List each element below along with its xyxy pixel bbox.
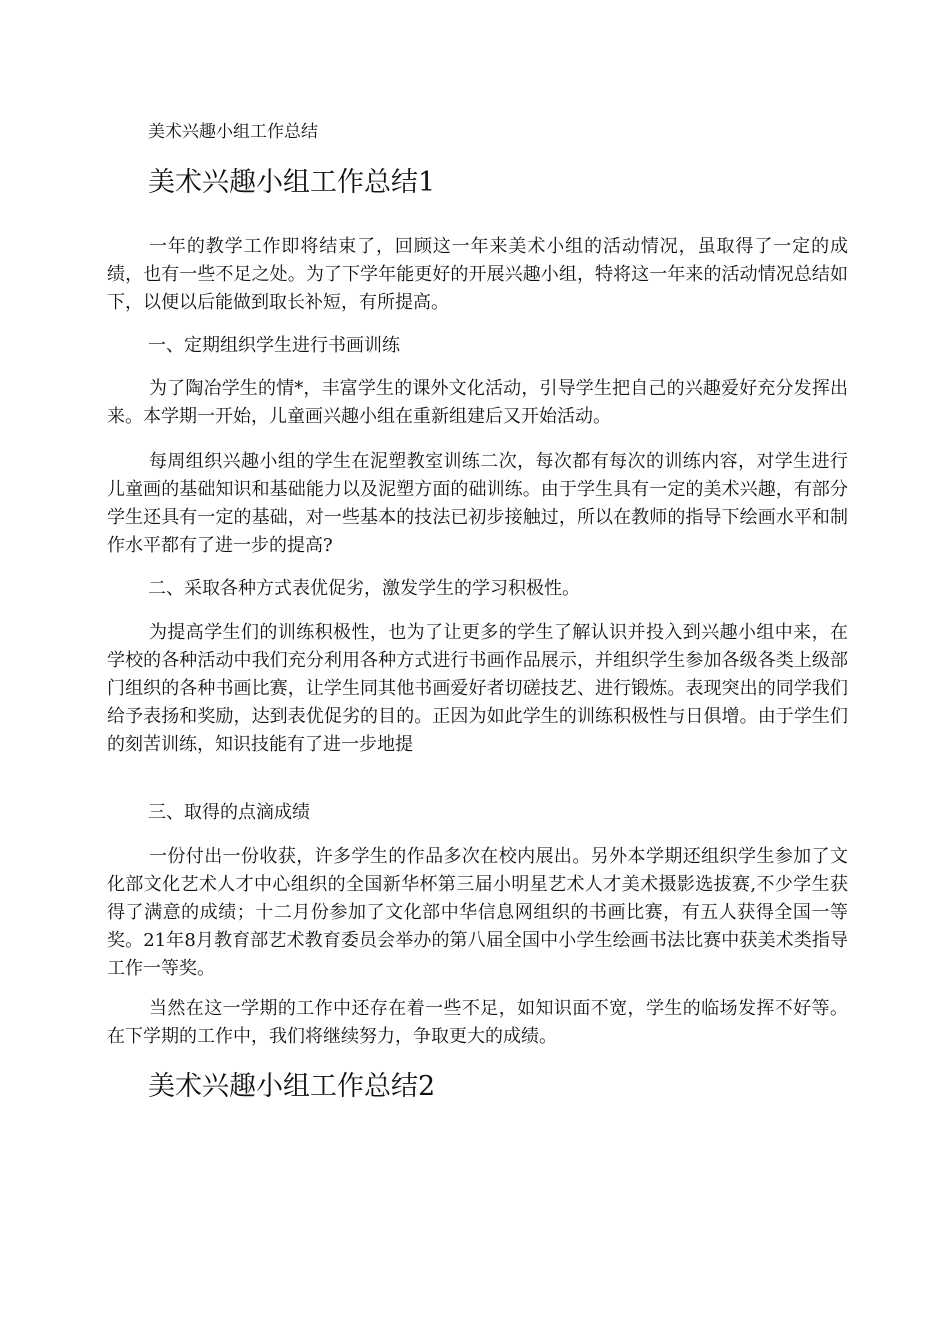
paragraph-intro: 一年的教学工作即将结束了，回顾这一年来美术小组的活动情况，虽取得了一定的成绩，也有一些不足之处。为了下学年能更好的开展兴趣小组，特将这一年来的活动情况总结如下，以便以后能做到取长补短，有所提高。 xyxy=(107,236,848,313)
heading-achievements: 三、取得的点滴成绩 xyxy=(148,802,310,823)
paragraph-training-purpose: 为了陶冶学生的情*，丰富学生的课外文化活动，引导学生把自己的兴趣爱好充分发挥出来。本学期一开始，儿童画兴趣小组在重新组建后又开始活动。 xyxy=(107,378,848,427)
paragraph-shortcomings: 当然在这一学期的工作中还存在着一些不足，如知识面不宽，学生的临场发挥不好等。在下学期的工作中，我们将继续努力，争取更大的成绩。 xyxy=(107,998,848,1047)
section-title-1: 美术兴趣小组工作总结1 xyxy=(148,167,436,198)
heading-training: 一、定期组织学生进行书画训练 xyxy=(148,335,400,356)
section-title-2: 美术兴趣小组工作总结2 xyxy=(148,1071,436,1102)
document-header: 美术兴趣小组工作总结 xyxy=(148,122,318,142)
heading-motivation: 二、采取各种方式表优促劣，激发学生的学习积极性。 xyxy=(148,578,580,599)
paragraph-achievements: 一份付出一份收获，许多学生的作品多次在校内展出。另外本学期还组织学生参加了文化部文化艺术人才中心组织的全国新华杯第三届小明星艺术人才美术摄影选拔赛,不少学生获得了满意的成绩；十二月份参加了文化部中华信息网组织的书画比赛，有五人获得全国一等奖。21年8月教育部艺术教育委员会举办的第八届全国中小学生绘画书法比赛中获美术类指导工作一等奖。 xyxy=(107,846,848,979)
paragraph-training-weekly: 每周组织兴趣小组的学生在泥塑教室训练二次，每次都有每次的训练内容，对学生进行儿童画的基础知识和基础能力以及泥塑方面的础训练。由于学生具有一定的美术兴趣，有部分学生还具有一定的基础，对一些基本的技法已初步接触过，所以在教师的指导下绘画水平和制作水平都有了进一步的提高? xyxy=(107,451,848,556)
paragraph-motivation: 为提高学生们的训练积极性，也为了让更多的学生了解认识并投入到兴趣小组中来，在学校的各种活动中我们充分利用各种方式进行书画作品展示，并组织学生参加各级各类上级部门组织的各种书画比赛，让学生同其他书画爱好者切磋技艺、进行锻炼。表现突出的同学我们给予表扬和奖励，达到表优促劣的目的。正因为如此学生的训练积极性与日俱增。由于学生们的刻苦训练，知识技能有了进一步地提 xyxy=(107,622,848,755)
